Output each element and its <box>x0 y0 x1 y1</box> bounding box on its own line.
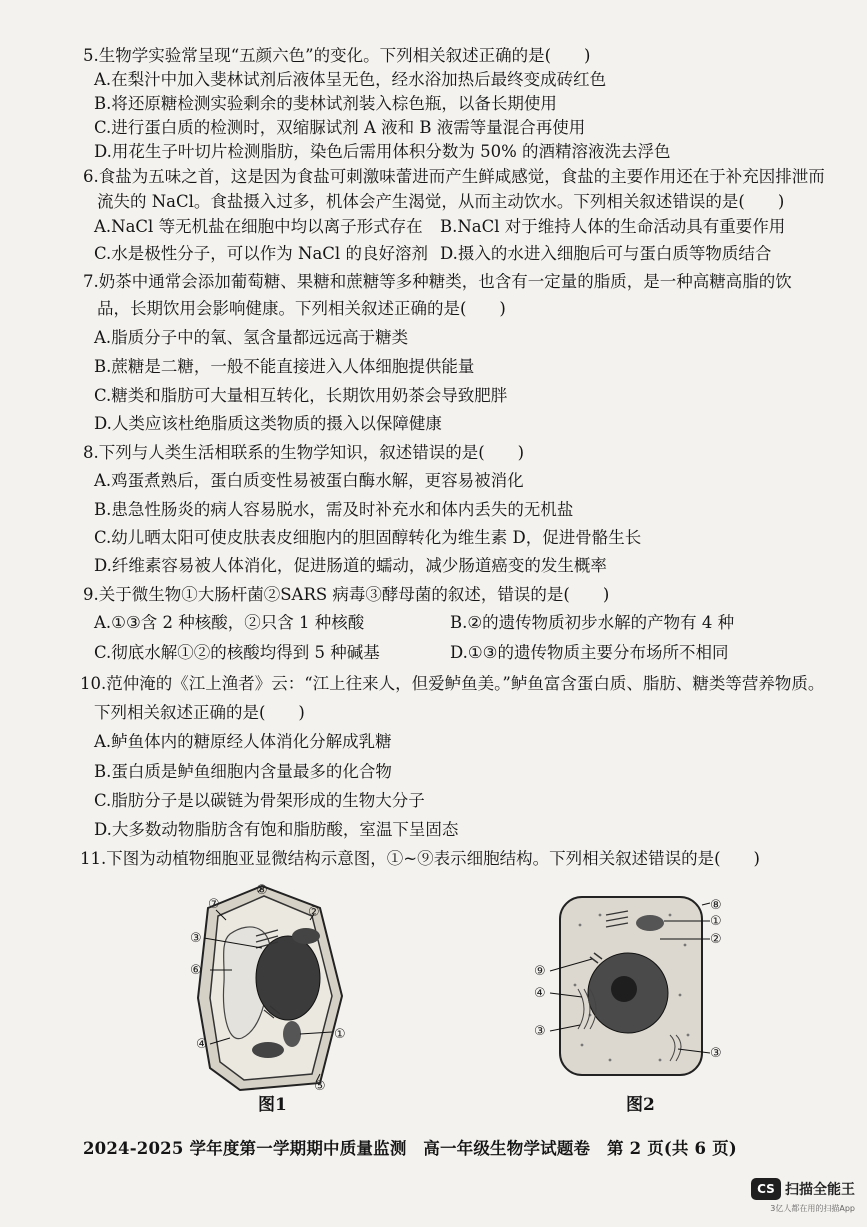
q8-option-d: D.纤维素容易被人体消化，促进肠道的蠕动，减少肠道癌变的发生概率 <box>94 556 607 575</box>
q7-stem-line2: 品，长期饮用会影响健康。下列相关叙述正确的是( ) <box>97 299 506 318</box>
mitochondrion <box>636 915 664 931</box>
q6-option-b: B.NaCl 对于维持人体的生命活动具有重要作用 <box>440 217 786 236</box>
q5-stem: 5.生物学实验常呈现“五颜六色”的变化。下列相关叙述正确的是( ) <box>83 46 591 65</box>
q6-stem-line2: 流失的 NaCl。食盐摄入过多，机体会产生渴觉，从而主动饮水。下列相关叙述错误的是( ) <box>97 192 785 211</box>
fig1-marker: ② <box>308 905 320 920</box>
q9-option-b: B.②的遗传物质初步水解的产物有 4 种 <box>450 613 735 632</box>
figure-2-caption: 图2 <box>626 1095 655 1115</box>
fig2-marker: ⑨ <box>534 964 546 979</box>
q10-option-c: C.脂肪分子是以碳链为骨架形成的生物大分子 <box>94 791 425 810</box>
mitochondrion <box>283 1021 301 1047</box>
q6-option-a: A.NaCl 等无机盐在细胞中均以离子形式存在 <box>94 217 423 236</box>
q7-option-b: B.蔗糖是二糖，一般不能直接进入人体细胞提供能量 <box>94 357 475 376</box>
nucleolus <box>611 976 637 1002</box>
scanner-watermark <box>751 1178 855 1200</box>
q7-option-a: A.脂质分子中的氧、氢含量都远远高于糖类 <box>94 328 409 347</box>
q5-option-b: B.将还原糖检测实验剩余的斐林试剂装入棕色瓶，以备长期使用 <box>94 94 557 113</box>
q10-stem-line2: 下列相关叙述正确的是( ) <box>94 703 305 722</box>
page-footer: 2024-2025 学年度第一学期期中质量监测 高一年级生物学试题卷 第 2 页(共 6 页) <box>83 1139 737 1158</box>
fig1-marker: ① <box>334 1027 346 1042</box>
q6-stem-line1: 6.食盐为五味之首，这是因为食盐可刺激味蕾进而产生鲜咸感觉，食盐的主要作用还在于补充因排泄而 <box>83 167 825 186</box>
fig1-marker: ⑥ <box>190 963 202 978</box>
animal-cell-diagram <box>520 885 730 1090</box>
q7-stem-line1: 7.奶茶中通常会添加葡萄糖、果糖和蔗糖等多种糖类，也含有一定量的脂质，是一种高糖高脂的饮 <box>83 272 792 291</box>
camscanner-logo-icon: CS <box>751 1178 781 1200</box>
q9-option-a: A.①③含 2 种核酸，②只含 1 种核酸 <box>94 613 365 632</box>
q7-option-d: D.人类应该杜绝脂质这类物质的摄入以保障健康 <box>94 414 442 433</box>
q10-stem-line1: 10.范仲淹的《江上渔者》云：“江上往来人，但爱鲈鱼美。”鲈鱼富含蛋白质、脂肪、糖类等营养物质。 <box>80 674 825 693</box>
fig1-marker: ③ <box>190 931 202 946</box>
scanner-app-name: 扫描全能王 <box>785 1182 855 1198</box>
fig2-marker: ③ <box>534 1024 546 1039</box>
chloroplast-lower <box>252 1042 284 1058</box>
scanner-app-tagline: 3亿人都在用的扫描App <box>770 1204 855 1213</box>
q9-option-d: D.①③的遗传物质主要分布场所不相同 <box>450 643 729 662</box>
q8-option-c: C.幼儿晒太阳可使皮肤表皮细胞内的胆固醇转化为维生素 D，促进骨骼生长 <box>94 528 642 547</box>
fig1-marker: ⑦ <box>208 897 220 912</box>
figure-1-caption: 图1 <box>258 1095 287 1115</box>
plant-cell-diagram <box>170 878 370 1098</box>
fig2-marker: ② <box>710 932 722 947</box>
q9-stem: 9.关于微生物①大肠杆菌②SARS 病毒③酵母菌的叙述，错误的是( ) <box>83 585 610 604</box>
q11-stem: 11.下图为动植物细胞亚显微结构示意图，①~⑨表示细胞结构。下列相关叙述错误的是( ) <box>80 849 760 868</box>
fig1-marker: ⑧ <box>256 883 268 898</box>
fig1-marker: ⑤ <box>314 1079 326 1094</box>
q7-option-c: C.糖类和脂肪可大量相互转化，长期饮用奶茶会导致肥胖 <box>94 386 508 405</box>
fig2-marker: ③ <box>710 1046 722 1061</box>
q10-option-b: B.蛋白质是鲈鱼细胞内含量最多的化合物 <box>94 762 392 781</box>
q8-stem: 8.下列与人类生活相联系的生物学知识，叙述错误的是( ) <box>83 443 525 462</box>
q5-option-a: A.在梨汁中加入斐林试剂后液体呈无色，经水浴加热后最终变成砖红色 <box>94 70 607 89</box>
q10-option-d: D.大多数动物脂肪含有饱和脂肪酸，室温下呈固态 <box>94 820 459 839</box>
q6-option-d: D.摄入的水进入细胞后可与蛋白质等物质结合 <box>440 244 772 263</box>
fig2-marker: ④ <box>534 986 546 1001</box>
q6-option-c: C.水是极性分子，可以作为 NaCl 的良好溶剂 <box>94 244 428 263</box>
q8-option-b: B.患急性肠炎的病人容易脱水，需及时补充水和体内丢失的无机盐 <box>94 500 574 519</box>
fig2-marker: ① <box>710 914 722 929</box>
fig1-marker: ④ <box>196 1037 208 1052</box>
nucleus <box>256 936 320 1020</box>
q5-option-d: D.用花生子叶切片检测脂肪，染色后需用体积分数为 50% 的酒精溶液洗去浮色 <box>94 142 671 161</box>
fig2-marker: ⑧ <box>710 898 722 913</box>
chloroplast-upper <box>292 928 320 944</box>
q9-option-c: C.彻底水解①②的核酸均得到 5 种碱基 <box>94 643 380 662</box>
q5-option-c: C.进行蛋白质的检测时，双缩脲试剂 A 液和 B 液需等量混合再使用 <box>94 118 586 137</box>
q8-option-a: A.鸡蛋煮熟后，蛋白质变性易被蛋白酶水解，更容易被消化 <box>94 471 524 490</box>
q10-option-a: A.鲈鱼体内的糖原经人体消化分解成乳糖 <box>94 732 392 751</box>
